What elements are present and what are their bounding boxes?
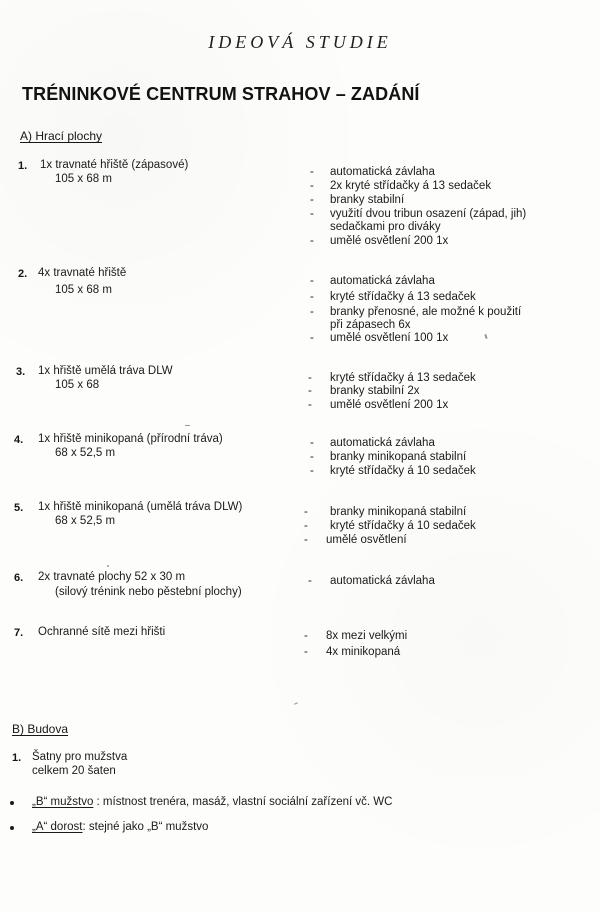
item-5-feature-3: umělé osvětlení: [326, 534, 407, 546]
item-5-feature-3-dash: -: [304, 534, 308, 546]
bullet-b-team: [10, 801, 14, 805]
item-4-feature-2: branky minikopaná stabilní: [330, 451, 467, 463]
item-4-name: 1x hřiště minikopaná (přírodní tráva): [38, 433, 223, 445]
item-1-feature-3: branky stabilní: [330, 194, 405, 206]
item-3-feature-1-dash: -: [308, 372, 312, 384]
item-3-feature-3-dash: -: [308, 399, 312, 411]
section-b-line-b-team: [32, 795, 392, 810]
section-a-heading: A) Hrací plochy: [20, 129, 103, 143]
item-1-feature-1-dash: -: [310, 166, 314, 178]
item-3-feature-2-dash: -: [308, 385, 312, 397]
section-b-item-name: Šatny pro mužstva: [32, 751, 128, 763]
item-6-number: 6.: [14, 572, 24, 584]
item-5-feature-1: branky minikopaná stabilní: [330, 506, 467, 518]
item-1-name: 1x travnaté hřiště (zápasové): [40, 159, 189, 171]
section-b-line-a-youth: [32, 820, 208, 835]
item-4-dimensions: 68 x 52,5 m: [55, 447, 116, 459]
item-2-feature-1: automatická závlaha: [330, 275, 435, 287]
item-2-feature-3: branky přenosné, ale možné k použití: [330, 306, 522, 318]
item-5-name: 1x hřiště minikopaná (umělá tráva DLW): [38, 501, 243, 513]
section-b-heading: B) Budova: [12, 722, 69, 736]
section-b-item-detail: celkem 20 šaten: [32, 765, 116, 777]
item-5-feature-2-dash: -: [304, 520, 308, 532]
item-5-dimensions: 68 x 52,5 m: [55, 515, 116, 527]
item-6-name: 2x travnaté plochy 52 x 30 m: [38, 571, 186, 583]
item-3-feature-2: branky stabilní 2x: [330, 385, 420, 397]
item-2-feature-3-dash: -: [310, 306, 314, 318]
item-4-feature-1-dash: -: [310, 437, 314, 449]
section-b-label-b-team: „B“ mužstvo: [32, 796, 94, 808]
item-6-dimensions: (silový trénink nebo pěstební plochy): [55, 586, 242, 598]
item-7-feature-2: 4x minikopaná: [326, 646, 401, 658]
item-1-feature-6-dash: -: [310, 235, 314, 247]
item-5-feature-1-dash: -: [304, 506, 308, 518]
item-3-feature-3: umělé osvětlení 200 1x: [330, 399, 449, 411]
scan-speck: [484, 334, 487, 339]
item-1-dimensions: 105 x 68 m: [55, 173, 112, 185]
item-2-name: 4x travnaté hřiště: [38, 267, 127, 279]
item-1-feature-6: umělé osvětlení 200 1x: [330, 235, 449, 247]
item-7-feature-2-dash: -: [304, 646, 308, 658]
item-5-feature-2: kryté střídačky á 10 sedaček: [330, 520, 476, 532]
item-1-feature-1: automatická závlaha: [330, 166, 435, 178]
item-2-feature-1-dash: -: [310, 275, 314, 287]
item-4-feature-1: automatická závlaha: [330, 437, 435, 449]
item-1-feature-5: sedačkami pro diváky: [330, 221, 441, 233]
section-b-text-b-team: : místnost trenéra, masáž, vlastní sociální zařízení vč. WC: [93, 796, 393, 808]
item-3-dimensions: 105 x 68: [55, 379, 100, 391]
item-2-feature-4: při zápasech 6x: [330, 319, 411, 331]
item-4-feature-3-dash: -: [310, 465, 314, 477]
item-4-feature-2-dash: -: [310, 451, 314, 463]
item-1-feature-3-dash: -: [310, 194, 314, 206]
item-4-number: 4.: [14, 434, 24, 446]
item-7-number: 7.: [14, 627, 24, 639]
item-1-number: 1.: [18, 160, 28, 172]
section-b-label-a-youth: „A“ dorost: [32, 821, 83, 833]
item-2-feature-5-dash: -: [310, 332, 314, 344]
document-subtitle: TRÉNINKOVÉ CENTRUM STRAHOV – ZADÁNÍ: [22, 84, 420, 104]
scan-speck: [294, 702, 298, 705]
item-2-number: 2.: [18, 268, 28, 280]
item-6-feature-1-dash: -: [308, 575, 312, 587]
section-b-item-number: 1.: [12, 752, 22, 764]
item-1-feature-4: využití dvou tribun osazení (západ, jih): [330, 208, 527, 220]
item-3-feature-1: kryté střídačky á 13 sedaček: [330, 372, 476, 384]
item-3-number: 3.: [16, 366, 26, 378]
item-1-feature-2-dash: -: [310, 180, 314, 192]
item-2-feature-2: kryté střídačky á 13 sedaček: [330, 291, 476, 303]
item-1-feature-4-dash: -: [310, 208, 314, 220]
bullet-a-youth: [10, 826, 14, 830]
item-7-name: Ochranné sítě mezi hřišti: [38, 626, 166, 638]
item-7-feature-1: 8x mezi velkými: [326, 630, 408, 642]
item-5-number: 5.: [14, 502, 24, 514]
scan-speck: [185, 425, 190, 426]
section-b-text-a-youth: : stejné jako „B“ mužstvo: [82, 821, 209, 833]
item-3-name: 1x hřiště umělá tráva DLW: [38, 365, 173, 377]
item-2-feature-5: umělé osvětlení 100 1x: [330, 332, 449, 344]
item-7-feature-1-dash: -: [304, 630, 308, 642]
scan-speck: [107, 565, 109, 567]
item-4-feature-3: kryté střídačky á 10 sedaček: [330, 465, 476, 477]
item-1-feature-2: 2x kryté střídačky á 13 sedaček: [330, 180, 492, 192]
item-2-feature-2-dash: -: [310, 291, 314, 303]
item-6-feature-1: automatická závlaha: [330, 575, 435, 587]
item-2-dimensions: 105 x 68 m: [55, 284, 112, 296]
document-title: IDEOVÁ STUDIE: [208, 32, 392, 52]
